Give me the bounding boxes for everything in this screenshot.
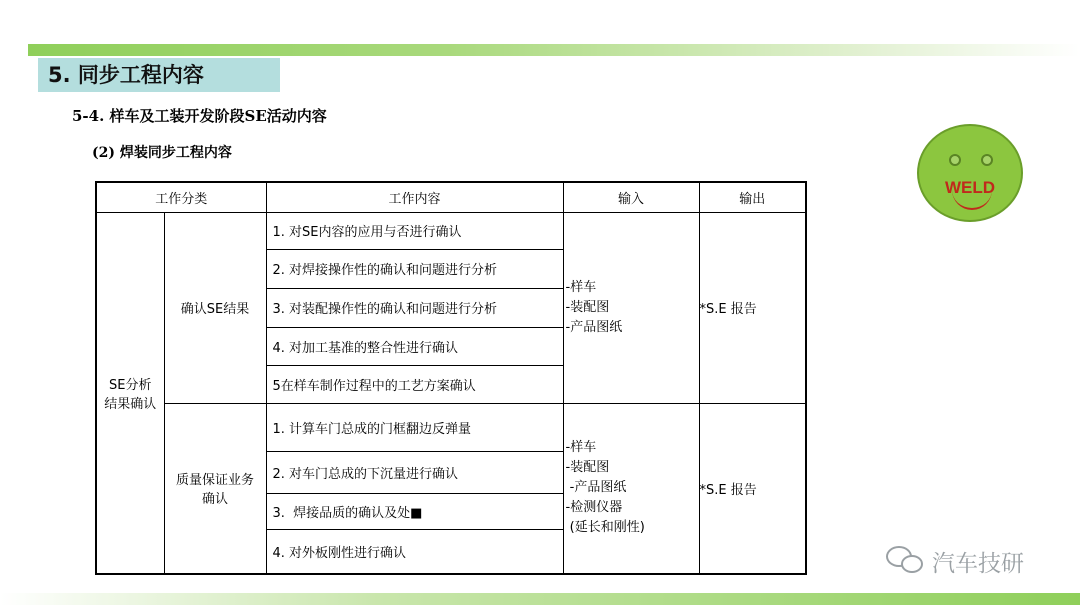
content-cell: 5在样车制作过程中的工艺方案确认 xyxy=(266,365,563,403)
logo-right-eye xyxy=(981,154,993,166)
input-item: -产品图纸 xyxy=(565,319,623,335)
se-activity-table xyxy=(95,181,807,575)
input-item: -样车 xyxy=(565,440,597,456)
logo-smile xyxy=(952,190,992,210)
input-item: -装配图 xyxy=(565,299,610,315)
input-item: -检测仪器 xyxy=(565,500,623,516)
subcategory-cell: 确认SE结果 xyxy=(164,212,266,403)
table-row xyxy=(96,403,806,451)
output-cell: *S.E 报告 xyxy=(699,403,806,574)
table-header-row xyxy=(96,182,806,212)
input-item: -产品图纸 xyxy=(565,480,627,496)
input-item: -装配图 xyxy=(565,460,610,476)
input-cell xyxy=(563,212,699,403)
logo-text: WELD xyxy=(944,178,996,197)
smiley-weld-logo xyxy=(917,124,1023,222)
watermark-text: 汽车技研 xyxy=(932,550,1024,577)
header-output: 输出 xyxy=(699,182,806,212)
content-cell: 2. 对车门总成的下沉量进行确认 xyxy=(266,451,563,493)
content-cell: 2. 对焊接操作性的确认和问题进行分析 xyxy=(266,249,563,288)
page-title: 5. 同步工程内容 xyxy=(38,58,280,92)
section-heading: 5-4. 样车及工装开发阶段SE活动内容 xyxy=(72,107,327,125)
category-cell: SE分析 结果确认 xyxy=(96,212,164,574)
header-category: 工作分类 xyxy=(96,182,266,212)
subcategory-cell: 质量保证业务 确认 xyxy=(164,403,266,574)
top-accent-bar xyxy=(28,44,1080,56)
logo-left-eye xyxy=(949,154,961,166)
content-cell: 3. 对装配操作性的确认和问题进行分析 xyxy=(266,288,563,327)
subsection-heading: (2) 焊装同步工程内容 xyxy=(92,145,232,161)
output-cell: *S.E 报告 xyxy=(699,212,806,403)
content-cell: 1. 计算车门总成的门框翻边反弹量 xyxy=(266,403,563,451)
input-item: -样车 xyxy=(565,279,597,295)
table-row xyxy=(96,212,806,249)
header-content: 工作内容 xyxy=(266,182,563,212)
wechat-watermark xyxy=(886,543,1056,579)
content-cell: 1. 对SE内容的应用与否进行确认 xyxy=(266,212,563,249)
bottom-accent-bar xyxy=(0,593,1080,605)
header-input: 输入 xyxy=(563,182,699,212)
wechat-icon xyxy=(886,546,926,576)
content-cell: 3. 焊接品质的确认及处■ xyxy=(266,493,563,529)
content-cell: 4. 对加工基准的整合性进行确认 xyxy=(266,327,563,365)
content-cell: 4. 对外板刚性进行确认 xyxy=(266,529,563,574)
input-item: (延长和刚性) xyxy=(565,520,645,536)
input-cell xyxy=(563,403,699,574)
